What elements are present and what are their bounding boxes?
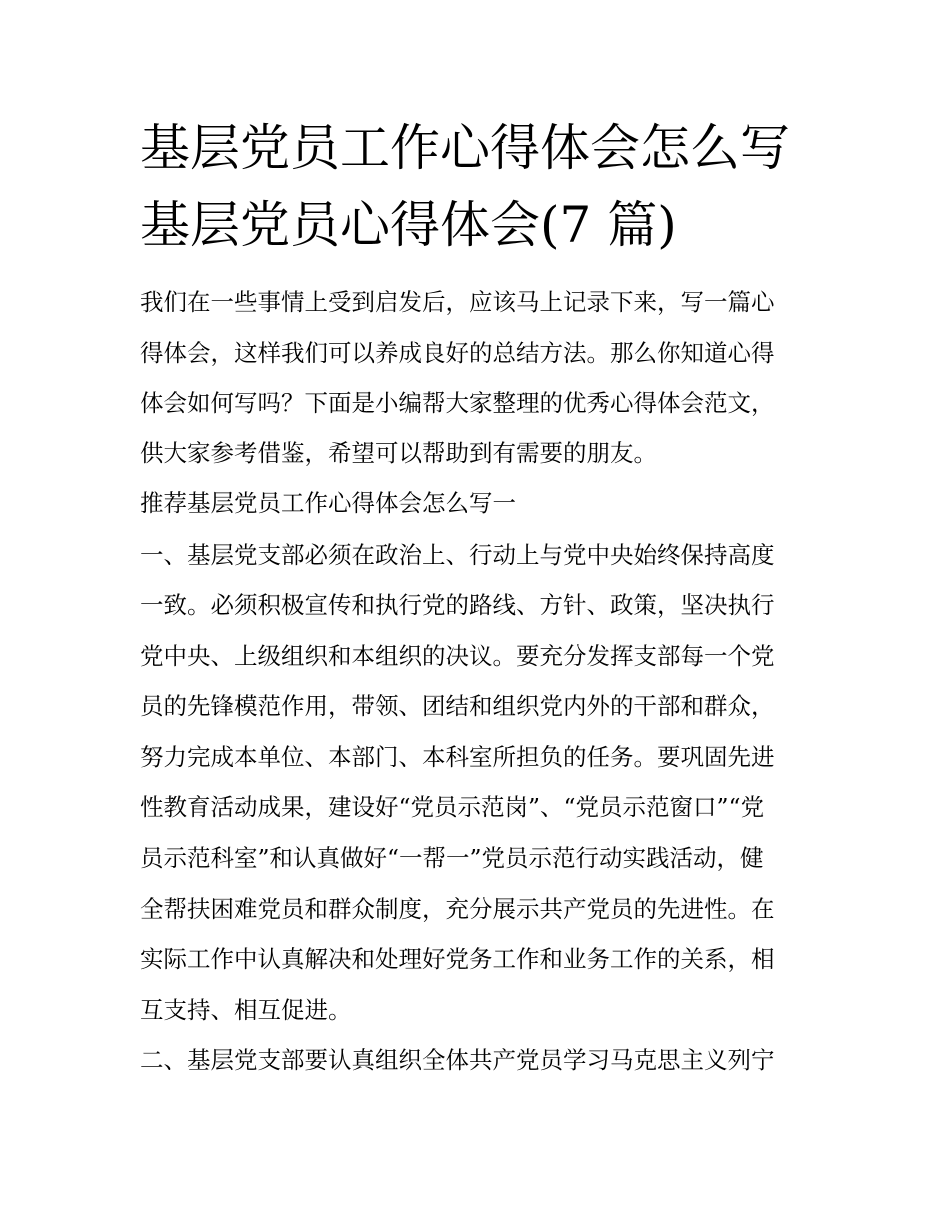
document-title-line-1: 基层党员工作心得体会怎么写 bbox=[140, 119, 790, 177]
body-text-line: 供大家参考借鉴，希望可以帮助到有需要的朋友。 bbox=[140, 439, 657, 467]
body-text-line: 二、基层党支部要认真组织全体共产党员学习马克思主义列宁 bbox=[140, 1046, 775, 1074]
body-text-line: 体会如何写吗？下面是小编帮大家整理的优秀心得体会范文， bbox=[140, 389, 775, 417]
body-text-line: 一致。必须积极宣传和执行党的路线、方针、政策，坚决执行 bbox=[140, 591, 775, 619]
document-title-line-2: 基层党员心得体会(7 篇) bbox=[140, 196, 677, 254]
body-text-line: 互支持、相互促进。 bbox=[140, 996, 352, 1024]
body-text-line: 党中央、上级组织和本组织的决议。要充分发挥支部每一个党 bbox=[140, 642, 775, 670]
section-heading: 推荐基层党员工作心得体会怎么写一 bbox=[140, 489, 516, 517]
body-text-line: 全帮扶困难党员和群众制度，充分展示共产党员的先进性。在 bbox=[140, 895, 775, 923]
body-text-line: 努力完成本单位、本部门、本科室所担负的任务。要巩固先进 bbox=[140, 743, 775, 771]
body-text-line: 我们在一些事情上受到启发后，应该马上记录下来，写一篇心 bbox=[140, 288, 775, 316]
body-text-line: 一、基层党支部必须在政治上、行动上与党中央始终保持高度 bbox=[140, 541, 775, 569]
body-text-line: 员的先锋模范作用，带领、团结和组织党内外的干部和群众， bbox=[140, 692, 775, 720]
body-text-line: 员示范科室”和认真做好“一帮一”党员示范行动实践活动，健 bbox=[140, 844, 764, 872]
body-text-line: 实际工作中认真解决和处理好党务工作和业务工作的关系，相 bbox=[140, 945, 775, 973]
body-text-line: 得体会，这样我们可以养成良好的总结方法。那么你知道心得 bbox=[140, 339, 775, 367]
body-text-line: 性教育活动成果，建设好“党员示范岗”、“党员示范窗口”“党 bbox=[140, 793, 765, 821]
